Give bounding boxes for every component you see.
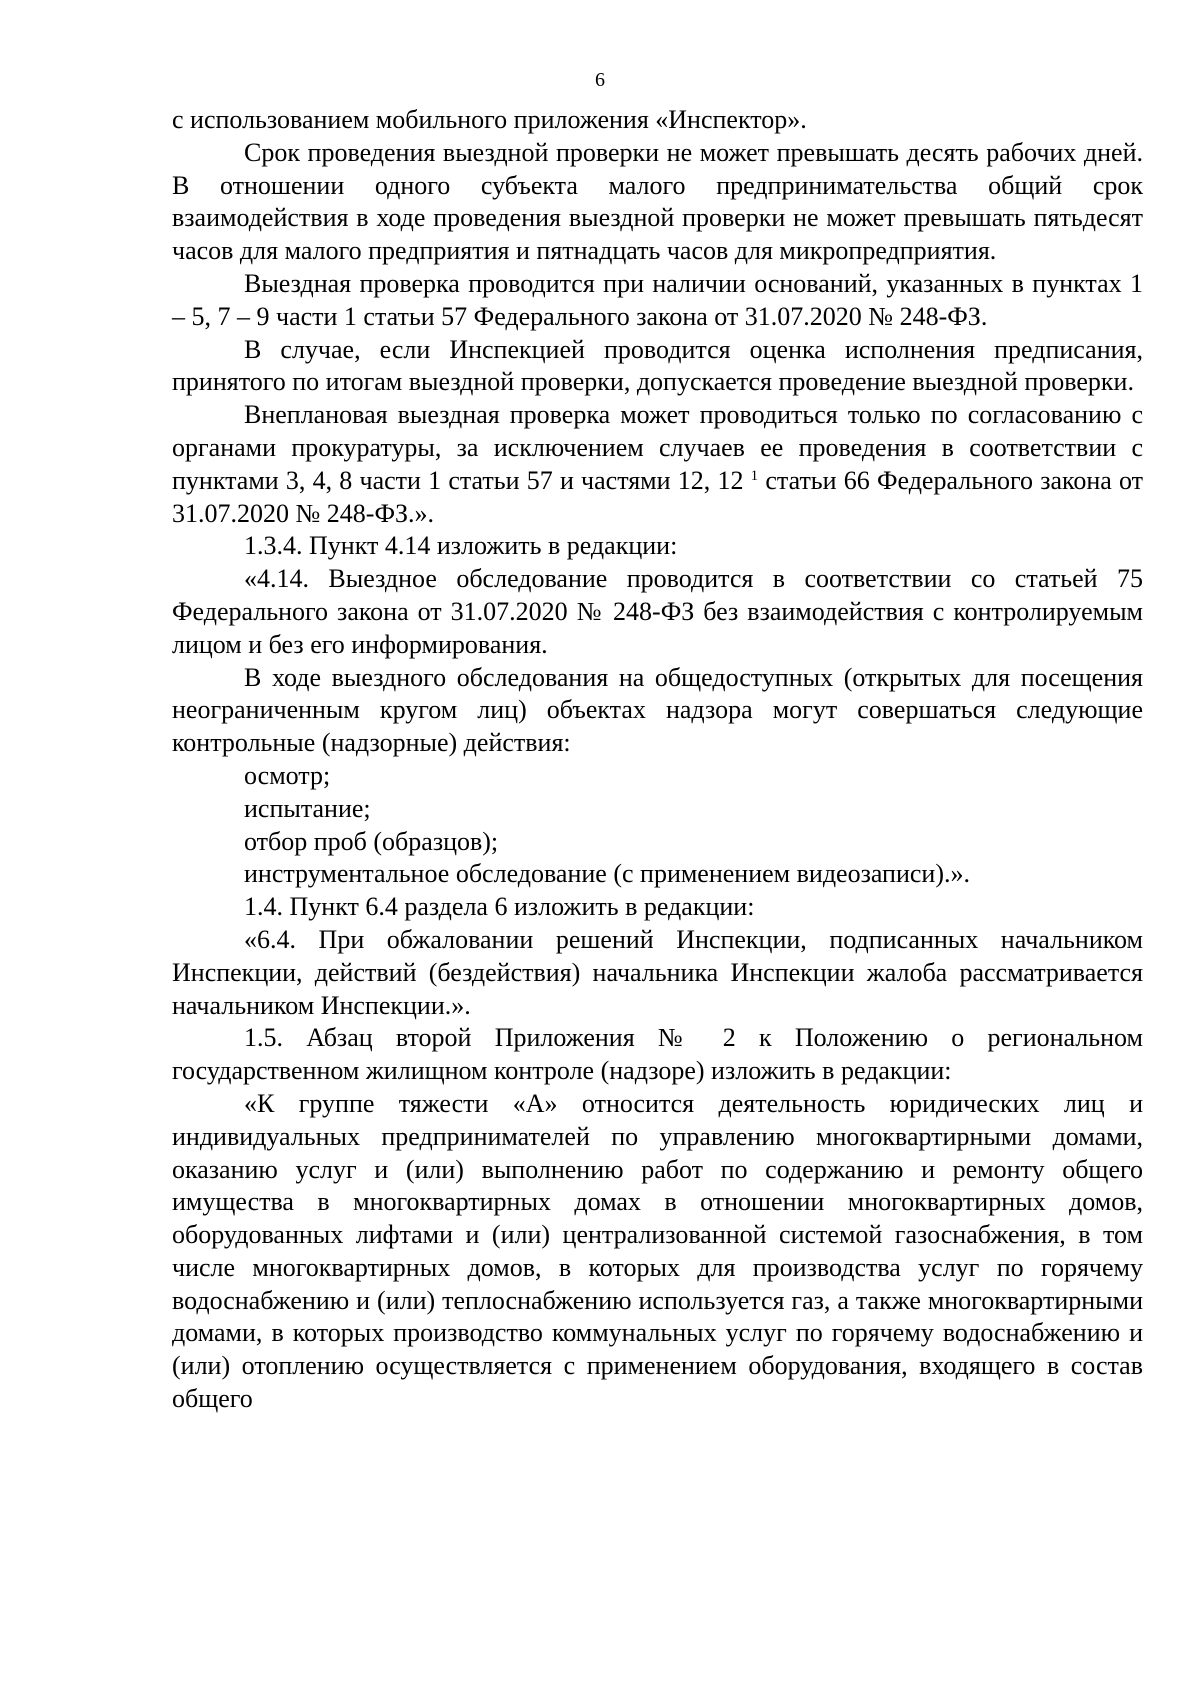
paragraph: В ходе выездного обследования на общедоступных (открытых для посещения неограниченным кругом лиц) объектах надзора могут совершаться следующие контрольные (надзорные) действия: [172,662,1143,758]
paragraph: 1.3.4. Пункт 4.14 изложить в редакции: [244,531,678,561]
paragraph: 1.5. Абзац второй Приложения № 2 к Положению о региональном государственном жилищном контроле (надзоре) изложить в редакции: [172,1023,1143,1086]
list-item: осмотр; [244,760,331,790]
paragraph: Срок проведения выездной проверки не может превышать десять рабочих дней. В отношении одного субъекта малого предпринимательства общий срок взаимодействия в ходе проведения выездной проверки не может превышать пятьдесят часов для малого предприятия и пятнадцать часов для микропредприятия. [172,137,1143,266]
paragraph: Внеплановая выездная проверка может проводиться только по согласованию с органами прокуратуры, за исключением случаев ее проведения в соответствии с пунктами 3, 4, 8 части 1 статьи 57 и частями 12, 12 $^1$ статьи 66 Федерального закона от 31.07.2020 № 248-ФЗ.». [172,400,1143,528]
paragraph: с использованием мобильного приложения «Инспектор». [172,105,807,134]
paragraph: В случае, если Инспекцией проводится оценка исполнения предписания, принятого по итогам выездной проверки, допускается проведение выездной проверки. [172,334,1143,397]
paragraph: «К группе тяжести «А» относится деятельность юридических лиц и индивидуальных предпринимателей по управлению многоквартирными домами, оказанию услуг и (или) выполнению работ по содержанию и ремонту общего имущества в многоквартирных домах в отношении многоквартирных домов, оборудованных лифтами и (или) централизованной системой газоснабжения, в том числе многоквартирных домов, в которых для производства услуг по горячему водоснабжению и (или) теплоснабжению используется газ, а также многоквартирными домами, в которых производство коммунальных услуг по горячему водоснабжению и (или) отоплению осуществляется с применением оборудования, входящего в состав общего [172,1088,1143,1414]
page-number: 6 [595,69,605,91]
list-item: испытание; [244,793,371,823]
paragraph: Выездная проверка проводится при наличии оснований, указанных в пунктах 1 – 5, 7 – 9 части 1 статьи 57 Федерального закона от 31.07.2020 № 248-ФЗ. [172,268,1143,331]
paragraph: «6.4. При обжаловании решений Инспекции, подписанных начальником Инспекции, действий (бездействия) начальника Инспекции жалоба рассматривается начальником Инспекции.». [172,924,1143,1020]
paragraph: «4.14. Выездное обследование проводится в соответствии со статьей 75 Федерального закона от 31.07.2020 № 248-ФЗ без взаимодействия с контролируемым лицом и без его информирования. [172,564,1143,659]
list-item: отбор проб (образцов); [244,826,499,856]
paragraph: 1.4. Пункт 6.4 раздела 6 изложить в редакции: [244,892,755,922]
document-body [172,104,1143,1416]
superscript: 1 [750,467,759,484]
list-item: инструментальное обследование (с применением видеозаписи).». [244,859,970,889]
